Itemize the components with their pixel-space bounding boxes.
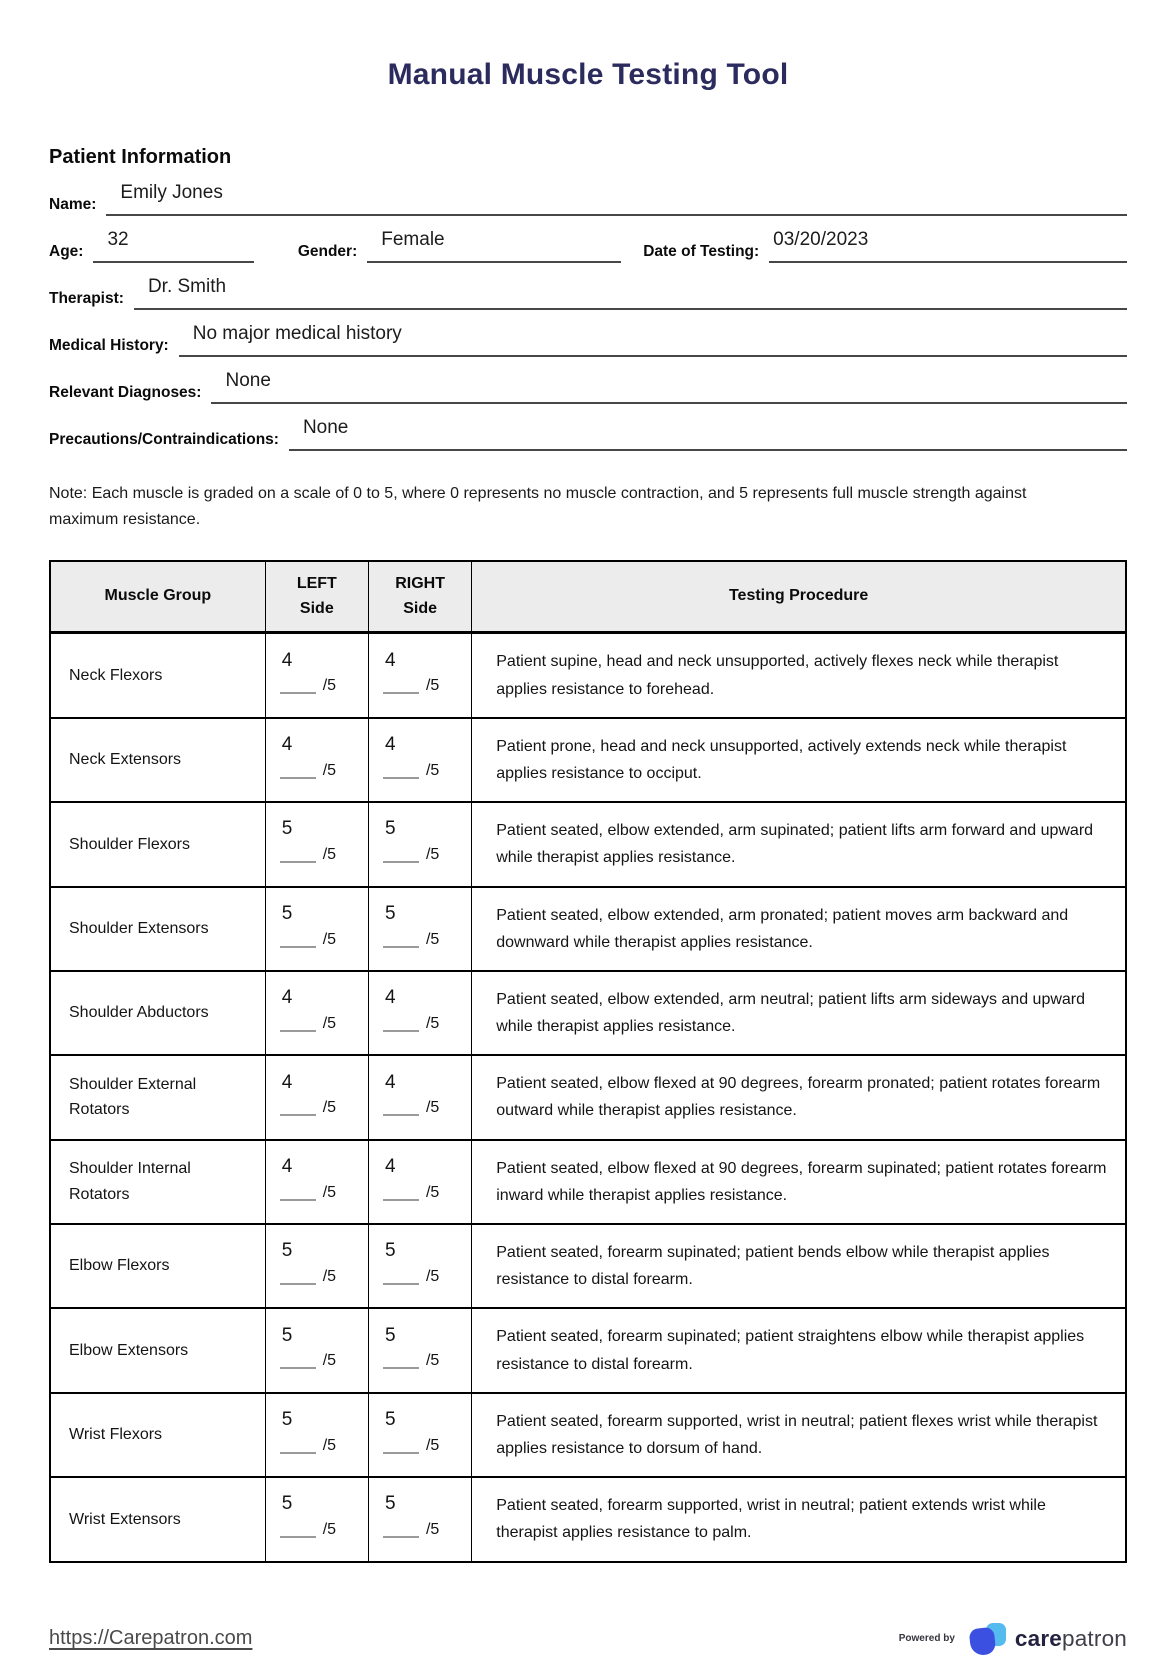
score-denominator: /5: [425, 930, 440, 948]
table-row: [50, 633, 1126, 718]
left-score-cell[interactable]: [265, 1477, 368, 1561]
score-blank-line: [280, 769, 316, 779]
carepatron-link[interactable]: https://Carepatron.com: [49, 1627, 253, 1649]
left-score-value: 4: [281, 987, 293, 1009]
muscle-group-name: Wrist Flexors: [69, 1426, 163, 1444]
date-of-testing-field: [643, 229, 1127, 263]
muscle-group-name: Neck Extensors: [69, 751, 182, 769]
age-label: Age:: [49, 243, 84, 260]
procedure-cell: [472, 1393, 1126, 1477]
muscle-group-name: Neck Flexors: [69, 666, 163, 684]
left-score-value: 5: [281, 1493, 293, 1515]
therapist-value: Dr. Smith: [147, 276, 227, 298]
precautions-value: None: [302, 417, 349, 439]
right-score: [383, 987, 439, 1032]
right-score-cell[interactable]: [368, 1393, 471, 1477]
score-denominator: /5: [322, 1014, 337, 1032]
left-score-line: [280, 1100, 336, 1116]
left-score: [280, 734, 336, 779]
left-score: [280, 903, 336, 948]
score-denominator: /5: [425, 1352, 440, 1370]
procedure-cell: [472, 633, 1126, 718]
procedure-cell: [472, 887, 1126, 971]
procedure-text: Patient prone, head and neck unsupported, actively extends neck while therapist applies resistance to occiput.: [496, 737, 1067, 782]
score-blank-line: [383, 1444, 419, 1454]
right-score-value: 5: [384, 1493, 396, 1515]
procedure-text: Patient seated, forearm supported, wrist in neutral; patient flexes wrist while therapist applies resistance to dorsum of hand.: [496, 1412, 1098, 1457]
left-score-value: 4: [281, 734, 293, 756]
table-row: [50, 802, 1126, 886]
score-blank-line: [383, 1359, 419, 1369]
left-side-header: [265, 561, 368, 633]
score-blank-line: [280, 1022, 316, 1032]
right-score: [383, 1072, 439, 1117]
procedure-text: Patient seated, forearm supinated; patient bends elbow while therapist applies resistance to distal forearm.: [496, 1244, 1050, 1289]
right-score: [383, 1409, 439, 1454]
right-score-line: [383, 847, 439, 863]
table-row: [50, 1308, 1126, 1392]
right-score-cell[interactable]: [368, 887, 471, 971]
left-score-cell[interactable]: [265, 1224, 368, 1308]
demographics-row: [49, 216, 1127, 263]
left-score-line: [280, 1185, 336, 1201]
procedure-text: Patient seated, forearm supinated; patient straightens elbow while therapist applies resistance to distal forearm.: [496, 1328, 1085, 1373]
table-row: [50, 1477, 1126, 1561]
brand-wordmark-bold: care: [1014, 1625, 1062, 1651]
left-score-value: 5: [281, 1409, 293, 1431]
muscle-group-cell: [50, 1308, 265, 1392]
right-score-value: 4: [384, 1155, 396, 1177]
left-score-cell[interactable]: [265, 887, 368, 971]
right-score-cell[interactable]: [368, 1308, 471, 1392]
muscle-group-name: Shoulder Internal Rotators: [69, 1160, 191, 1203]
procedure-cell: [472, 1055, 1126, 1139]
muscle-group-cell: [50, 1477, 265, 1561]
muscle-group-header: Muscle Group: [50, 561, 265, 633]
left-score-cell[interactable]: [265, 802, 368, 886]
therapist-field: [49, 276, 1127, 310]
carepatron-logo-icon: [969, 1619, 1007, 1659]
therapist-label: Therapist:: [49, 290, 124, 307]
procedure-cell: [472, 1308, 1126, 1392]
right-score: [383, 1325, 439, 1370]
muscle-testing-table: [49, 560, 1127, 1563]
right-score: [383, 903, 439, 948]
right-score: [383, 734, 439, 779]
left-score-line: [280, 1353, 336, 1369]
table-row: [50, 1224, 1126, 1308]
score-blank-line: [383, 1106, 419, 1116]
right-score-cell[interactable]: [368, 802, 471, 886]
relevant-diagnoses-value: None: [225, 370, 271, 392]
name-input-line[interactable]: [106, 182, 1127, 216]
score-blank-line: [383, 1191, 419, 1201]
muscle-group-name: Shoulder External Rotators: [69, 1075, 197, 1119]
precautions-input-line[interactable]: [289, 417, 1127, 451]
muscle-group-cell: [50, 802, 265, 886]
medical-history-input-line[interactable]: [179, 323, 1127, 357]
right-score-value: 5: [384, 902, 396, 924]
procedure-cell: [472, 718, 1126, 802]
procedure-text: Patient seated, elbow flexed at 90 degrees, forearm supinated; patient rotates forearm inward while therapist applies resistance.: [496, 1159, 1107, 1204]
left-score-cell[interactable]: [265, 1055, 368, 1139]
score-blank-line: [280, 1275, 316, 1285]
left-score-line: [280, 1016, 336, 1032]
procedure-text: Patient seated, forearm supported, wrist in neutral; patient extends wrist while therapist applies resistance to palm.: [496, 1497, 1046, 1542]
muscle-group-cell: [50, 633, 265, 718]
score-denominator: /5: [322, 1268, 337, 1286]
muscle-group-name: Shoulder Extensors: [69, 919, 209, 937]
gender-input-line[interactable]: [367, 229, 621, 263]
muscle-group-name: Elbow Extensors: [69, 1341, 189, 1359]
score-blank-line: [383, 1528, 419, 1538]
therapist-input-line[interactable]: [134, 276, 1127, 310]
muscle-group-name: Shoulder Flexors: [69, 835, 190, 853]
procedure-text: Patient seated, elbow flexed at 90 degrees, forearm pronated; patient rotates forearm outward while therapist applies resistance.: [496, 1075, 1101, 1120]
left-score-value: 5: [281, 902, 293, 924]
right-score: [383, 1240, 439, 1285]
right-score-cell[interactable]: [368, 718, 471, 802]
right-side-header-line2: Side: [403, 599, 437, 617]
patient-information-heading: Patient Information: [49, 146, 232, 168]
procedure-text: Patient seated, elbow extended, arm pronated; patient moves arm backward and downward while therapist applies resistance.: [496, 906, 1069, 951]
table-row: [50, 971, 1126, 1055]
right-score-value: 4: [384, 1071, 396, 1093]
brand-wordmark-light: patron: [1062, 1625, 1127, 1651]
left-score-line: [280, 1269, 336, 1285]
left-score: [280, 818, 336, 863]
muscle-group-cell: [50, 1055, 265, 1139]
table-row: [50, 887, 1126, 971]
medical-history-label: Medical History:: [49, 337, 169, 354]
left-side-header-line2: Side: [299, 599, 334, 617]
brand-wordmark: [1015, 1626, 1127, 1652]
table-row: [50, 718, 1126, 802]
left-score-line: [280, 1438, 336, 1454]
score-denominator: /5: [425, 846, 440, 864]
right-score-cell[interactable]: [368, 633, 471, 718]
left-score: [280, 1072, 336, 1117]
right-score: [383, 650, 439, 695]
right-score-line: [383, 1269, 439, 1285]
left-score-line: [280, 678, 336, 694]
left-score-line: [280, 847, 336, 863]
procedure-cell: [472, 1477, 1126, 1561]
right-score: [383, 818, 439, 863]
score-blank-line: [280, 1359, 316, 1369]
left-score-cell[interactable]: [265, 1393, 368, 1477]
muscle-group-name: Elbow Flexors: [69, 1257, 170, 1275]
score-blank-line: [383, 1275, 419, 1285]
left-score: [280, 1156, 336, 1201]
right-score-value: 4: [384, 987, 396, 1009]
right-score-line: [383, 763, 439, 779]
right-score-value: 5: [384, 1324, 396, 1346]
age-input-line[interactable]: [93, 229, 253, 263]
left-score-cell[interactable]: [265, 1308, 368, 1392]
name-value: Emily Jones: [120, 182, 223, 204]
score-denominator: /5: [322, 677, 337, 695]
left-score: [280, 1409, 336, 1454]
left-score-value: 5: [281, 1240, 293, 1262]
right-score-line: [383, 1016, 439, 1032]
left-score: [280, 987, 336, 1032]
score-blank-line: [280, 938, 316, 948]
date-of-testing-input-line[interactable]: [769, 229, 1127, 263]
score-denominator: /5: [322, 1183, 337, 1201]
right-score-cell[interactable]: [368, 1055, 471, 1139]
score-denominator: /5: [425, 1436, 440, 1454]
muscle-group-cell: [50, 718, 265, 802]
score-blank-line: [383, 1022, 419, 1032]
procedure-text: Patient seated, elbow extended, arm neutral; patient lifts arm sideways and upward while therapist applies resistance.: [496, 990, 1086, 1036]
logo-blue-shape: [969, 1626, 997, 1655]
right-score-line: [383, 1100, 439, 1116]
left-score-value: 5: [281, 818, 293, 840]
precautions-field: [49, 417, 1127, 451]
left-score-line: [280, 763, 336, 779]
muscle-group-cell: [50, 1140, 265, 1224]
right-score-cell[interactable]: [368, 1477, 471, 1561]
score-blank-line: [280, 1106, 316, 1116]
score-blank-line: [383, 684, 419, 694]
right-score-line: [383, 1522, 439, 1538]
age-value: 32: [107, 229, 129, 251]
relevant-diagnoses-input-line[interactable]: [211, 370, 1127, 404]
table-row: [50, 1140, 1126, 1224]
muscle-group-cell: [50, 1224, 265, 1308]
gender-label: Gender:: [297, 243, 358, 260]
page-title: Manual Muscle Testing Tool: [387, 58, 789, 91]
left-side-header-line1: LEFT: [296, 574, 337, 592]
right-score-value: 4: [384, 649, 396, 671]
left-score-line: [280, 1522, 336, 1538]
date-of-testing-label: Date of Testing:: [643, 243, 760, 260]
procedure-cell: [472, 971, 1126, 1055]
score-denominator: /5: [322, 1352, 337, 1370]
left-score-value: 4: [281, 1071, 293, 1093]
score-denominator: /5: [425, 677, 440, 695]
table-row: [50, 1055, 1126, 1139]
score-blank-line: [280, 684, 316, 694]
muscle-group-name: Shoulder Abductors: [69, 1004, 209, 1022]
score-denominator: /5: [322, 761, 337, 779]
score-denominator: /5: [425, 1014, 440, 1032]
right-score: [383, 1156, 439, 1201]
right-score-cell[interactable]: [368, 1140, 471, 1224]
powered-by-label: Powered by: [898, 1633, 955, 1644]
name-label: Name:: [49, 196, 97, 213]
score-denominator: /5: [425, 1183, 440, 1201]
right-score-line: [383, 678, 439, 694]
table-row: [50, 1393, 1126, 1477]
right-score-line: [383, 1185, 439, 1201]
muscle-group-cell: [50, 1393, 265, 1477]
grading-note: Note: Each muscle is graded on a scale of 0 to 5, where 0 represents no muscle contraction, and 5 represents full muscle strength against maximum resistance.: [49, 485, 1027, 529]
procedure-text: Patient supine, head and neck unsupported, actively flexes neck while therapist applies resistance to forehead.: [496, 653, 1059, 698]
right-side-header: [368, 561, 471, 633]
right-score: [383, 1493, 439, 1538]
left-score: [280, 1325, 336, 1370]
right-score-value: 5: [384, 818, 396, 840]
right-score-value: 5: [384, 1409, 396, 1431]
medical-history-value: No major medical history: [192, 323, 402, 345]
left-score-cell[interactable]: [265, 1140, 368, 1224]
score-denominator: /5: [322, 930, 337, 948]
score-denominator: /5: [322, 846, 337, 864]
muscle-group-cell: [50, 887, 265, 971]
procedure-cell: [472, 1224, 1126, 1308]
procedure-cell: [472, 802, 1126, 886]
precautions-label: Precautions/Contraindications:: [49, 431, 279, 448]
right-score-cell[interactable]: [368, 1224, 471, 1308]
score-denominator: /5: [322, 1099, 337, 1117]
date-of-testing-value: 03/20/2023: [773, 229, 869, 251]
right-score-cell[interactable]: [368, 971, 471, 1055]
left-score: [280, 1493, 336, 1538]
gender-field: [298, 229, 621, 263]
left-score-cell[interactable]: [265, 971, 368, 1055]
left-score-value: 5: [281, 1324, 293, 1346]
left-score: [280, 650, 336, 695]
relevant-diagnoses-label: Relevant Diagnoses:: [49, 384, 202, 401]
right-score-value: 5: [384, 1240, 396, 1262]
page-footer: [49, 1619, 1127, 1659]
score-blank-line: [280, 853, 316, 863]
testing-procedure-header: Testing Procedure: [472, 561, 1126, 633]
relevant-diagnoses-field: [49, 370, 1127, 404]
procedure-cell: [472, 1140, 1126, 1224]
score-blank-line: [383, 853, 419, 863]
score-blank-line: [383, 938, 419, 948]
muscle-group-cell: [50, 971, 265, 1055]
gender-value: Female: [381, 229, 445, 251]
right-score-line: [383, 1353, 439, 1369]
right-score-value: 4: [384, 734, 396, 756]
medical-history-field: [49, 323, 1127, 357]
score-denominator: /5: [322, 1436, 337, 1454]
left-score: [280, 1240, 336, 1285]
score-blank-line: [383, 769, 419, 779]
muscle-table-body: [50, 633, 1126, 1562]
age-field: [49, 229, 254, 263]
procedure-text: Patient seated, elbow extended, arm supinated; patient lifts arm forward and upward while therapist applies resistance.: [496, 822, 1094, 867]
score-denominator: /5: [425, 761, 440, 779]
score-blank-line: [280, 1191, 316, 1201]
patient-information-section: [49, 146, 1127, 451]
name-field: [49, 182, 1127, 216]
score-blank-line: [280, 1528, 316, 1538]
right-score-line: [383, 1438, 439, 1454]
score-blank-line: [280, 1444, 316, 1454]
left-score-cell[interactable]: [265, 718, 368, 802]
brand-area: [899, 1619, 1127, 1659]
left-score-line: [280, 932, 336, 948]
left-score-value: 4: [281, 1155, 293, 1177]
table-header: [50, 561, 1126, 633]
muscle-group-name: Wrist Extensors: [69, 1510, 181, 1528]
score-denominator: /5: [425, 1521, 440, 1539]
left-score-value: 4: [281, 649, 293, 671]
score-denominator: /5: [322, 1521, 337, 1539]
right-score-line: [383, 932, 439, 948]
right-side-header-line1: RIGHT: [395, 574, 445, 592]
left-score-cell[interactable]: [265, 633, 368, 718]
score-denominator: /5: [425, 1268, 440, 1286]
score-denominator: /5: [425, 1099, 440, 1117]
